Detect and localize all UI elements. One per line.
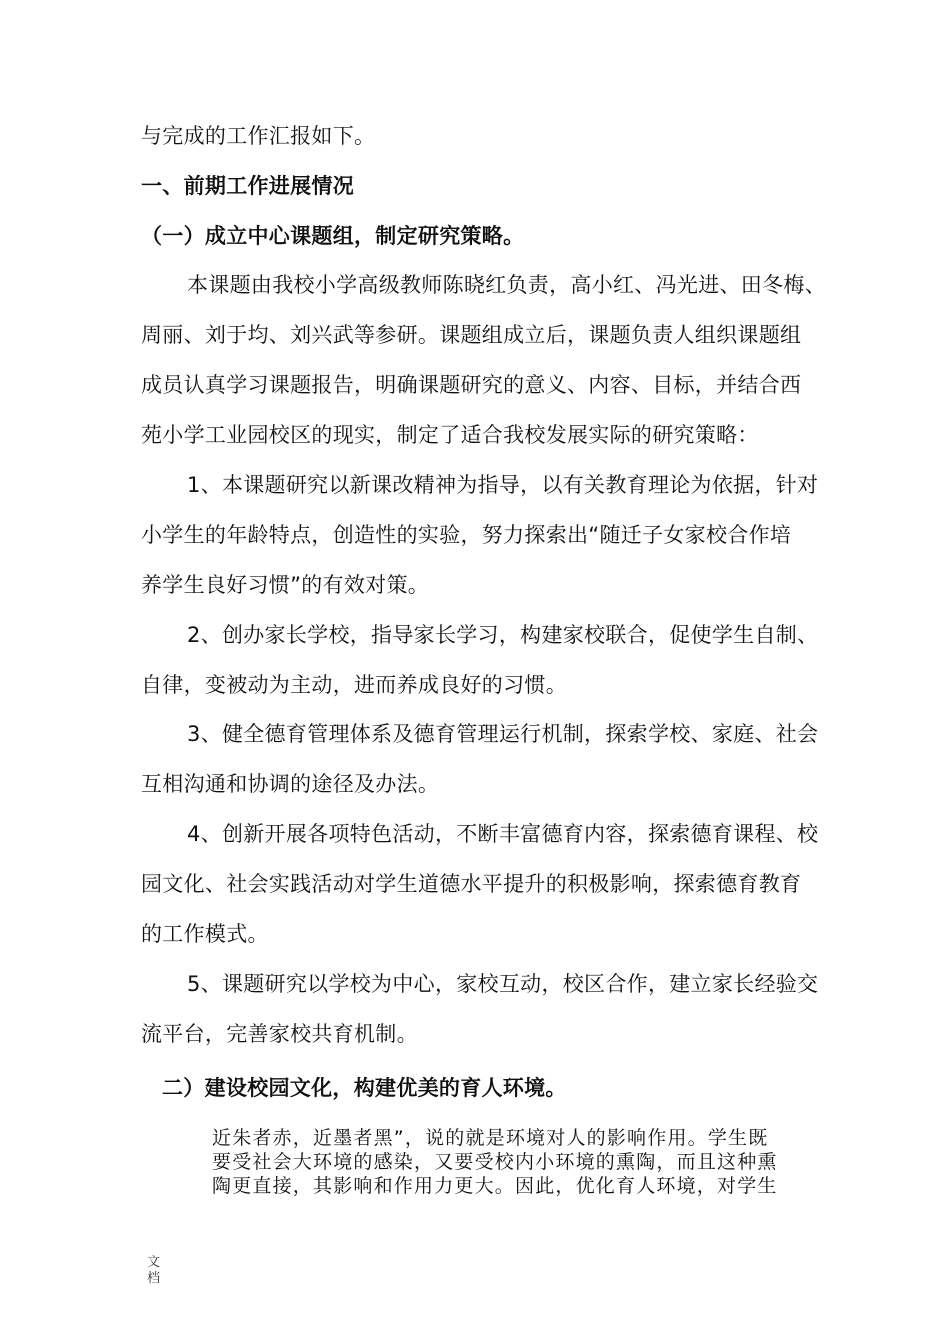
paragraph-line: 要受社会大环境的感染，又要受校内小环境的熏陶，而且这种熏 bbox=[212, 1151, 778, 1173]
list-item-line: 流平台，完善家校共育机制。 bbox=[141, 1022, 418, 1046]
list-item-line: 的工作模式。 bbox=[141, 922, 269, 946]
paragraph-line: 近朱者赤，近墨者黑”，说的就是环境对人的影响作用。学生既 bbox=[212, 1127, 769, 1149]
list-item-line: 1、本课题研究以新课改精神为指导，以有关教育理论为依据，针对 bbox=[187, 473, 819, 497]
list-item-line: 园文化、社会实践活动对学生道德水平提升的积极影响，探索德育教育 bbox=[141, 872, 802, 896]
list-item-line: 互相沟通和协调的途径及办法。 bbox=[141, 772, 440, 796]
list-item-line: 2、创办家长学校，指导家长学习，构建家校联合，促使学生自制、 bbox=[187, 623, 819, 647]
list-item-line: 小学生的年龄特点，创造性的实验，努力探索出“随迁子女家校合作培 bbox=[141, 523, 792, 547]
subsection-heading: （一）成立中心课题组，制定研究策略。 bbox=[141, 224, 525, 248]
paragraph-line: 本课题由我校小学高级教师陈晓红负责，高小红、冯光进、田冬梅、 bbox=[187, 273, 826, 297]
footer-char: 档 bbox=[147, 1271, 161, 1286]
list-item-line: 5、课题研究以学校为中心，家校互动，校区合作，建立家长经验交 bbox=[187, 972, 819, 996]
footer-char: 文 bbox=[147, 1255, 161, 1270]
paragraph-line: 周丽、刘于均、刘兴武等参研。课题组成立后，课题负责人组织课题组 bbox=[141, 323, 802, 347]
list-item-line: 4、创新开展各项特色活动，不断丰富德育内容，探索德育课程、校 bbox=[187, 822, 819, 846]
paragraph-line: 苑小学工业园校区的现实，制定了适合我校发展实际的研究策略： bbox=[141, 423, 759, 447]
list-item-line: 自律，变被动为主动，进而养成良好的习惯。 bbox=[141, 673, 567, 697]
paragraph-line: 陶更直接，其影响和作用力更大。因此，优化育人环境，对学生 bbox=[212, 1175, 778, 1197]
text-line: 与完成的工作汇报如下。 bbox=[141, 124, 376, 148]
section-heading: 一、前期工作进展情况 bbox=[141, 174, 354, 198]
paragraph-line: 成员认真学习课题报告，明确课题研究的意义、内容、目标，并结合西 bbox=[141, 373, 802, 397]
subsection-heading: 二）建设校园文化，构建优美的育人环境。 bbox=[162, 1076, 567, 1100]
page-footer bbox=[147, 1255, 167, 1287]
list-item-line: 养学生良好习惯”的有效对策。 bbox=[141, 573, 430, 597]
list-item-line: 3、健全德育管理体系及德育管理运行机制，探索学校、家庭、社会 bbox=[187, 722, 819, 746]
